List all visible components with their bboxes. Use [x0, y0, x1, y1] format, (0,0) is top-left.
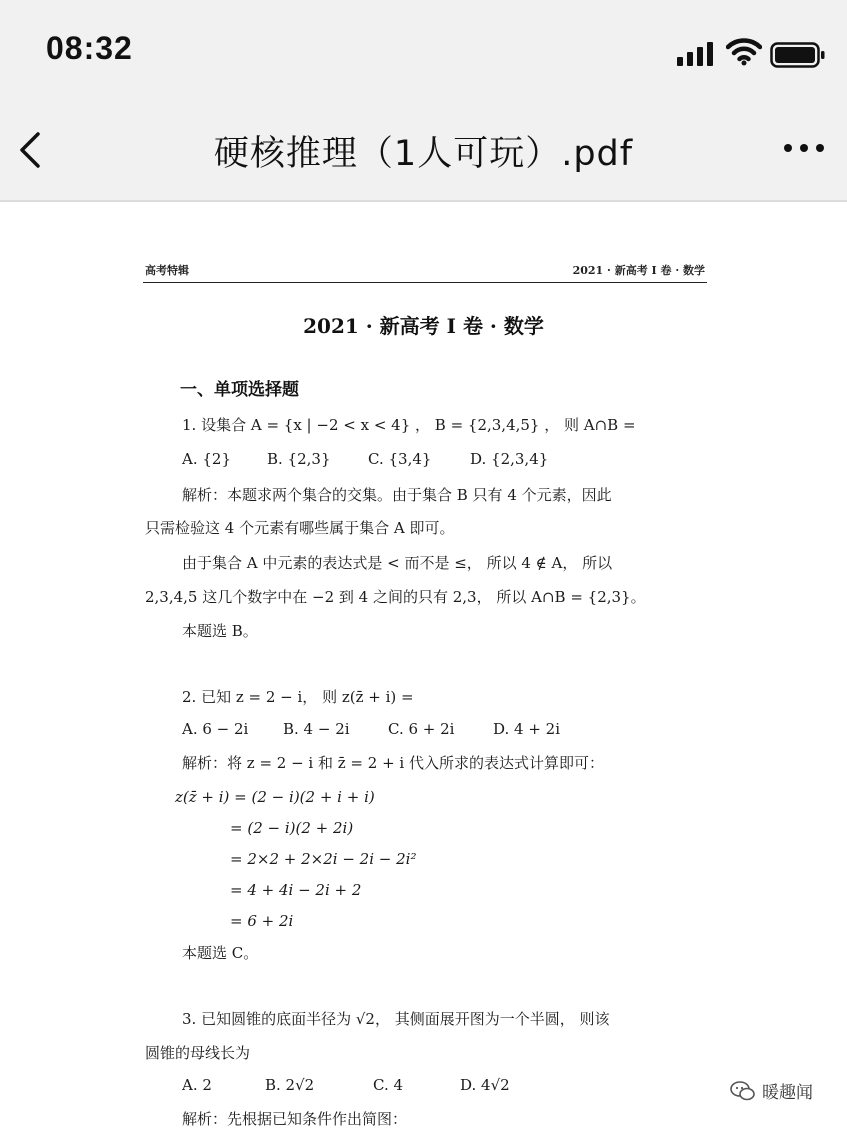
status-time: 08:32 — [46, 30, 133, 66]
exam-title: 2021 · 新高考 I 卷 · 数学 — [303, 314, 544, 338]
q1-option-d: D. {2,3,4} — [470, 450, 549, 468]
more-dot-icon — [784, 144, 792, 152]
more-options-button[interactable] — [780, 140, 828, 160]
q2-explanation: 解析：将 z = 2 − i 和 z̄ = 2 + i 代入所求的表达式计算即可： — [182, 754, 604, 772]
wifi-icon — [726, 38, 762, 66]
q1-explanation-2: 只需检验这 4 个元素有哪些属于集合 A 即可。 — [145, 519, 455, 537]
q2-calc-5: = 6 + 2i — [230, 912, 294, 930]
more-dot-icon — [800, 144, 808, 152]
q2-stem: 2. 已知 z = 2 − i， 则 z(z̄ + i) = — [182, 688, 414, 706]
running-header — [143, 262, 707, 283]
watermark — [730, 1076, 840, 1106]
q1-explanation-4: 2,3,4,5 这几个数字中在 −2 到 4 之间的只有 2,3， 所以 A∩B = {2,3}。 — [145, 588, 646, 606]
header-left: 高考特辑 — [145, 264, 189, 277]
q2-option-c: C. 6 + 2i — [388, 720, 455, 738]
q3-option-a: A. 2 — [182, 1076, 212, 1094]
more-dot-icon — [816, 144, 824, 152]
q2-calc-2: = (2 − i)(2 + 2i) — [230, 819, 354, 837]
q3-stem-2: 圆锥的母线长为 — [145, 1044, 251, 1062]
battery-icon — [770, 42, 826, 68]
watermark-text: 暖趣闻 — [762, 1083, 813, 1103]
q2-answer: 本题选 C。 — [182, 944, 259, 962]
document-title: 硬核推理（1人可玩）.pdf — [213, 134, 634, 174]
q1-option-b: B. {2,3} — [267, 450, 331, 468]
q3-explanation: 解析：先根据已知条件作出简图： — [182, 1110, 408, 1128]
cellular-signal-icon — [677, 42, 715, 66]
q1-answer: 本题选 B。 — [182, 622, 258, 640]
q2-calc-1: z(z̄ + i) = (2 − i)(2 + i + i) — [175, 788, 375, 806]
q3-stem-1: 3. 已知圆锥的底面半径为 √2， 其侧面展开图为一个半圆， 则该 — [182, 1010, 610, 1028]
wechat-logo-icon — [730, 1080, 756, 1102]
q3-option-b: B. 2√2 — [265, 1076, 315, 1094]
section-heading: 一、单项选择题 — [180, 380, 299, 400]
q1-explanation-1: 解析：本题求两个集合的交集。由于集合 B 只有 4 个元素，因此 — [182, 486, 612, 504]
q2-calc-4: = 4 + 4i − 2i + 2 — [230, 881, 362, 899]
q2-option-a: A. 6 − 2i — [182, 720, 249, 738]
header-right: 2021 · 新高考 I 卷 · 数学 — [572, 264, 705, 277]
q2-calc-3: = 2×2 + 2×2i − 2i − 2i² — [230, 850, 417, 868]
status-bar — [0, 0, 847, 100]
pdf-page[interactable] — [0, 202, 847, 1128]
q3-option-d: D. 4√2 — [460, 1076, 510, 1094]
q1-stem: 1. 设集合 A = {x | −2 < x < 4} ， B = {2,3,4,5} ， 则 A∩B = — [182, 416, 636, 434]
q3-option-c: C. 4 — [373, 1076, 404, 1094]
q1-option-c: C. {3,4} — [368, 450, 432, 468]
q2-option-d: D. 4 + 2i — [493, 720, 561, 738]
q2-option-b: B. 4 − 2i — [283, 720, 350, 738]
q1-option-a: A. {2} — [182, 450, 231, 468]
q1-explanation-3: 由于集合 A 中元素的表达式是 < 而不是 ≤， 所以 4 ∉ A， 所以 — [182, 554, 613, 572]
